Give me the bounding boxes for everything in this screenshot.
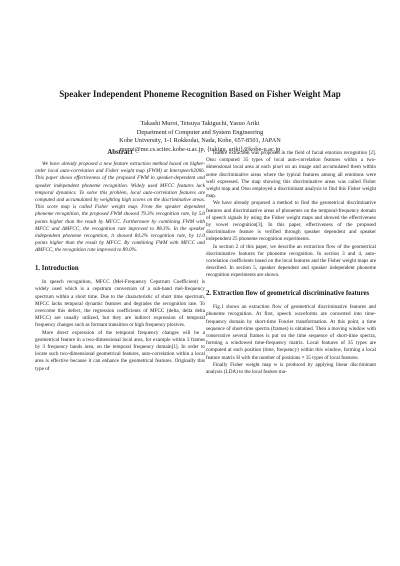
author-affiliation: Department of Computer and System Engineering (136, 128, 264, 136)
abstract-paragraph: We have already proposed a new feature extraction method based on higher-order local auto-correlation and Fisher weight map (FWM) at Interspeech2006. This paper shows effectiveness of the proposed FWM in speaker-dependent and speaker independent phoneme recognition. Widely used MFCC features lack temporal dynamics. To solve this problem, local auto-correlation features are computed and accumulated by weighting high scores on the discriminative areas. This score map is called Fisher weight map. From the speaker dependent phoneme recognition, the proposed FWM showed 79.3% recognition rate, by 5.0 points higher than the result by MFCC. Furthermore by combining FWM with MFCC and ΔMFCC, the recognition rate improved to 88.3%. In the speaker independent phoneme recognition, it showed 84.2% recognition rate, by 11.0 points higher than the result by MFCC. By combining FWM with MFCC and ΔMFCC, the recognition rate improved to 89.0%. (35, 161, 205, 254)
author-emails: muroi@me.cs.scitec.kobe-u.ac.jp, {takigu, ariki}@kobe-u.ac.jp (119, 145, 281, 153)
abstract-heading: Abstract (107, 149, 133, 156)
body-paragraph: In speech recognition, MFCC (Mel-Frequency Cepstrum Coefficient) is widely used which is a cepstrum conversion of a sub-band mel-frequency spectrum within a short time. Due to the characteristic of short time spectrum, MFCC lacks temporal dynamic features and degrades the recognition rate. To overcome this defect, the regression coefficients of MFCC (delta, delta delta MFCC) are usually utilized, but they are indirect expression of temporal frequency changes such as formant transition or high frequency plosives. (35, 279, 205, 329)
abstract-section (35, 148, 205, 255)
author-address: Kobe University, 1-1 Rokkodai, Nada, Kobe, 657-8501, JAPAN (119, 137, 281, 144)
body-paragraph: feature extraction was proposed in the field of facial emotion recognition [2]. Otsu computed 35 types of local auto-correlation features within a two-dimensional local area at each pixel on an image and accumulated them within some discriminative areas where the typical features among all emotions were well expressed. The map showing this discriminative areas was called Fisher weight map and Otsu employed a discriminant analysis to find this Fisher weight map. (206, 150, 376, 200)
left-column (35, 148, 205, 373)
section-heading-introduction: 1. Introduction (35, 264, 79, 272)
body-paragraph: In section 2 of this paper, we describe an extraction flow of the geometrical discriminative features for phoneme recognition. In section 3 and 4, auto-correlation coefficients based on the local features and the Fisher weight maps are described. In section 5, speaker dependent and speaker independent phoneme recognition experiments are shown. (206, 243, 376, 279)
body-paragraph: We have already proposed a method to find the geometrical discriminative features and discriminative areas of phonemes on the temporal-frequency domain of speech signals by using the Fisher weight maps and showed the effectiveness by vowel recognition[3]. In this paper, effectiveness of the proposed discriminative feature is verified through speaker dependent and speaker independent 25 phoneme recognition experiments. (206, 200, 376, 243)
body-paragraph: More direct expression of the temporal frequency changes will be a geometrical feature in a two-dimensional local area, for example within 3 frames by 3 frequency bands area, on the temporal frequency domain[1]. In order to locate such two-dimensional geometrical features, auto-correlation within a local area is effective because it can enhance the geometrical features. Originally this type of (35, 329, 205, 372)
body-paragraph: Fig.1 shows an extraction flow of geometrical discriminative features and phoneme recognition. At first, speech waveforms are converted into time-frequency domain by short-time Fourier transformation. At this point, a time sequence of short-time spectra (frames) is obtained. Then a moving window with consecutive several frames is put on the time sequence of short-time spectra, forming a windowed time-frequency matrix. Local features of 35 types are computed at each position (time, frequency) within this window, forming a local feature matrix H with the number of positions × 35 types of local features. (206, 304, 376, 361)
section-heading-extraction-flow: 2. Extraction flow of geometrical discriminative features (206, 289, 370, 297)
body-paragraph: Finally Fisher weight map w is produced by applying linear discriminant analysis (LDA) to the local feature ma- (206, 361, 376, 375)
author-names: Takashi Muroi, Tetsuya Takiguchi, Yasuo Ariki (140, 120, 260, 127)
paper-title: Speaker Independent Phoneme Recognition Based on Fisher Weight Map (59, 89, 341, 99)
right-column (206, 150, 376, 376)
